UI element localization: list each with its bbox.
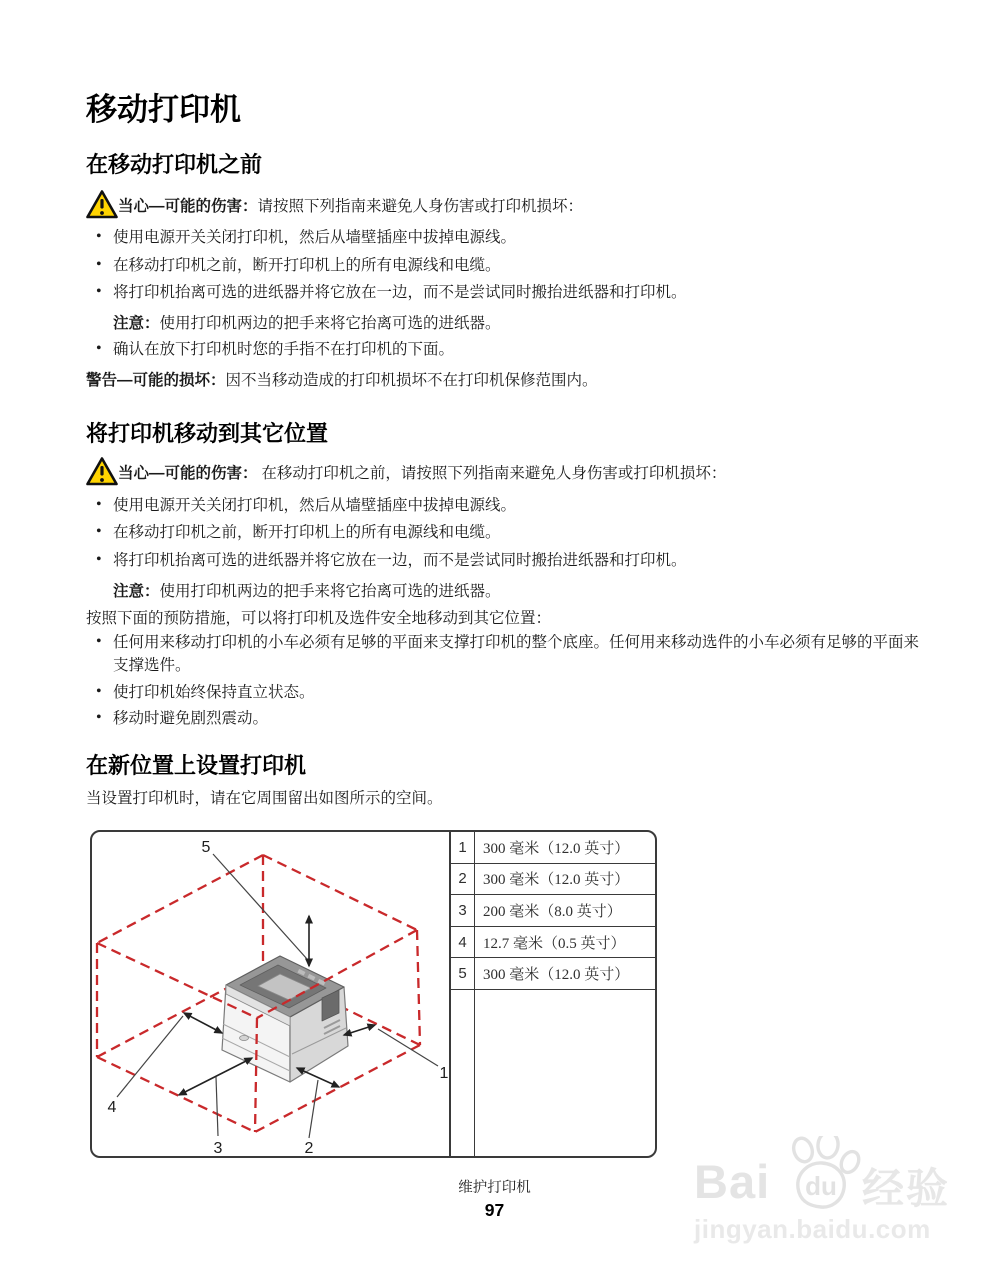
printer-isometric-illustration: [92, 832, 449, 1156]
list-item: • 使用电源开关关闭打印机，然后从墙壁插座中拔掉电源线。: [96, 494, 516, 517]
caution-label: 当心—可能的伤害：: [118, 198, 258, 215]
clearance-value: 12.7 毫米（0.5 英寸）: [483, 935, 626, 952]
list-item: • 将打印机抬离可选的进纸器并将它放在一边，而不是尝试同时搬抬进纸器和打印机。: [96, 281, 687, 304]
list-item: • 使打印机始终保持直立状态。: [96, 681, 315, 704]
caution-triangle-icon: [85, 189, 119, 220]
list-item: • 将打印机抬离可选的进纸器并将它放在一边，而不是尝试同时搬抬进纸器和打印机。: [96, 549, 687, 572]
warning-label: 警告—可能的损坏：: [86, 372, 226, 389]
callout-1: 1: [439, 1065, 449, 1082]
clearance-table: [449, 832, 655, 1156]
clearance-number: 3: [451, 895, 475, 926]
baidu-paw-icon: [776, 1136, 866, 1214]
list-item: • 在移动打印机之前，断开打印机上的所有电源线和电缆。: [96, 521, 501, 544]
table-row: [451, 958, 655, 990]
callout-5: 5: [201, 839, 211, 856]
clearance-value: 200 毫米（8.0 英寸）: [483, 903, 622, 920]
list-item: • 在移动打印机之前，断开打印机上的所有电源线和电缆。: [96, 254, 501, 277]
caution-paragraph: [118, 194, 583, 216]
note-text: 使用打印机两边的把手来将它抬离可选的进纸器。: [159, 315, 501, 332]
footer-section-title: 维护打印机: [458, 1180, 531, 1196]
section-heading-setup-new-location: 在新位置上设置打印机: [86, 753, 307, 778]
clearance-value: 300 毫米（12.0 英寸）: [483, 872, 630, 889]
section-heading-before-moving: 在移动打印机之前: [86, 152, 263, 177]
caution-label: 当心—可能的伤害：: [118, 465, 258, 482]
baidu-jingyan-watermark: [694, 1136, 984, 1245]
callout-4: 4: [107, 1099, 117, 1116]
caution-triangle-icon: [85, 456, 119, 487]
note-label: 注意：: [113, 583, 160, 600]
precautions-intro: 按照下面的预防措施，可以将打印机及选件安全地移动到其它位置：: [86, 610, 552, 627]
page-title: 移动打印机: [86, 92, 241, 127]
note-text: 使用打印机两边的把手来将它抬离可选的进纸器。: [159, 583, 501, 600]
list-item: • 移动时避免剧烈震动。: [96, 707, 268, 730]
table-filler: [451, 990, 655, 1156]
warning-text: 因不当移动造成的打印机损坏不在打印机保修范围内。: [225, 372, 598, 389]
watermark-brand-suffix: 经验: [862, 1165, 951, 1212]
setup-intro: 当设置打印机时，请在它周围留出如图所示的空间。: [86, 790, 443, 807]
section-heading-move-printer: 将打印机移动到其它位置: [86, 421, 329, 446]
callout-3: 3: [213, 1140, 223, 1156]
note-label: 注意：: [113, 315, 160, 332]
caution-text: 请按照下列指南来避免人身伤害或打印机损坏：: [257, 198, 584, 215]
clearance-number: 2: [451, 864, 475, 895]
watermark-du-text: du: [805, 1171, 837, 1201]
callout-2: 2: [304, 1140, 314, 1156]
watermark-brand-text: Bai: [694, 1155, 771, 1208]
watermark-logo: [694, 1136, 984, 1212]
clearance-number: 1: [451, 832, 475, 863]
clearance-value: 300 毫米（12.0 英寸）: [483, 967, 630, 984]
clearance-figure: [90, 830, 657, 1158]
clearance-value: 300 毫米（12.0 英寸）: [483, 840, 630, 857]
caution-paragraph: [118, 461, 726, 483]
table-row: [451, 895, 655, 927]
clearance-number: 4: [451, 927, 475, 958]
note-paragraph: [113, 311, 501, 333]
table-row: [451, 832, 655, 864]
caution-text: 在移动打印机之前，请按照下列指南来避免人身伤害或打印机损坏：: [261, 465, 727, 482]
list-item: • 使用电源开关关闭打印机，然后从墙壁插座中拔掉电源线。: [96, 226, 516, 249]
list-item: • 任何用来移动打印机的小车必须有足够的平面来支撑打印机的整个底座。任何用来移动选件的小车必须有足够的平面来支撑选件。: [96, 631, 923, 677]
warning-paragraph: [86, 368, 598, 390]
note-paragraph: [113, 579, 501, 601]
table-row: [451, 864, 655, 896]
table-row: [451, 927, 655, 959]
printer-clearance-diagram: [92, 832, 449, 1156]
page-number: 97: [484, 1200, 505, 1220]
list-item: • 确认在放下打印机时您的手指不在打印机的下面。: [96, 338, 454, 361]
watermark-url: jingyan.baidu.com: [694, 1214, 931, 1244]
clearance-number: 5: [451, 958, 475, 989]
